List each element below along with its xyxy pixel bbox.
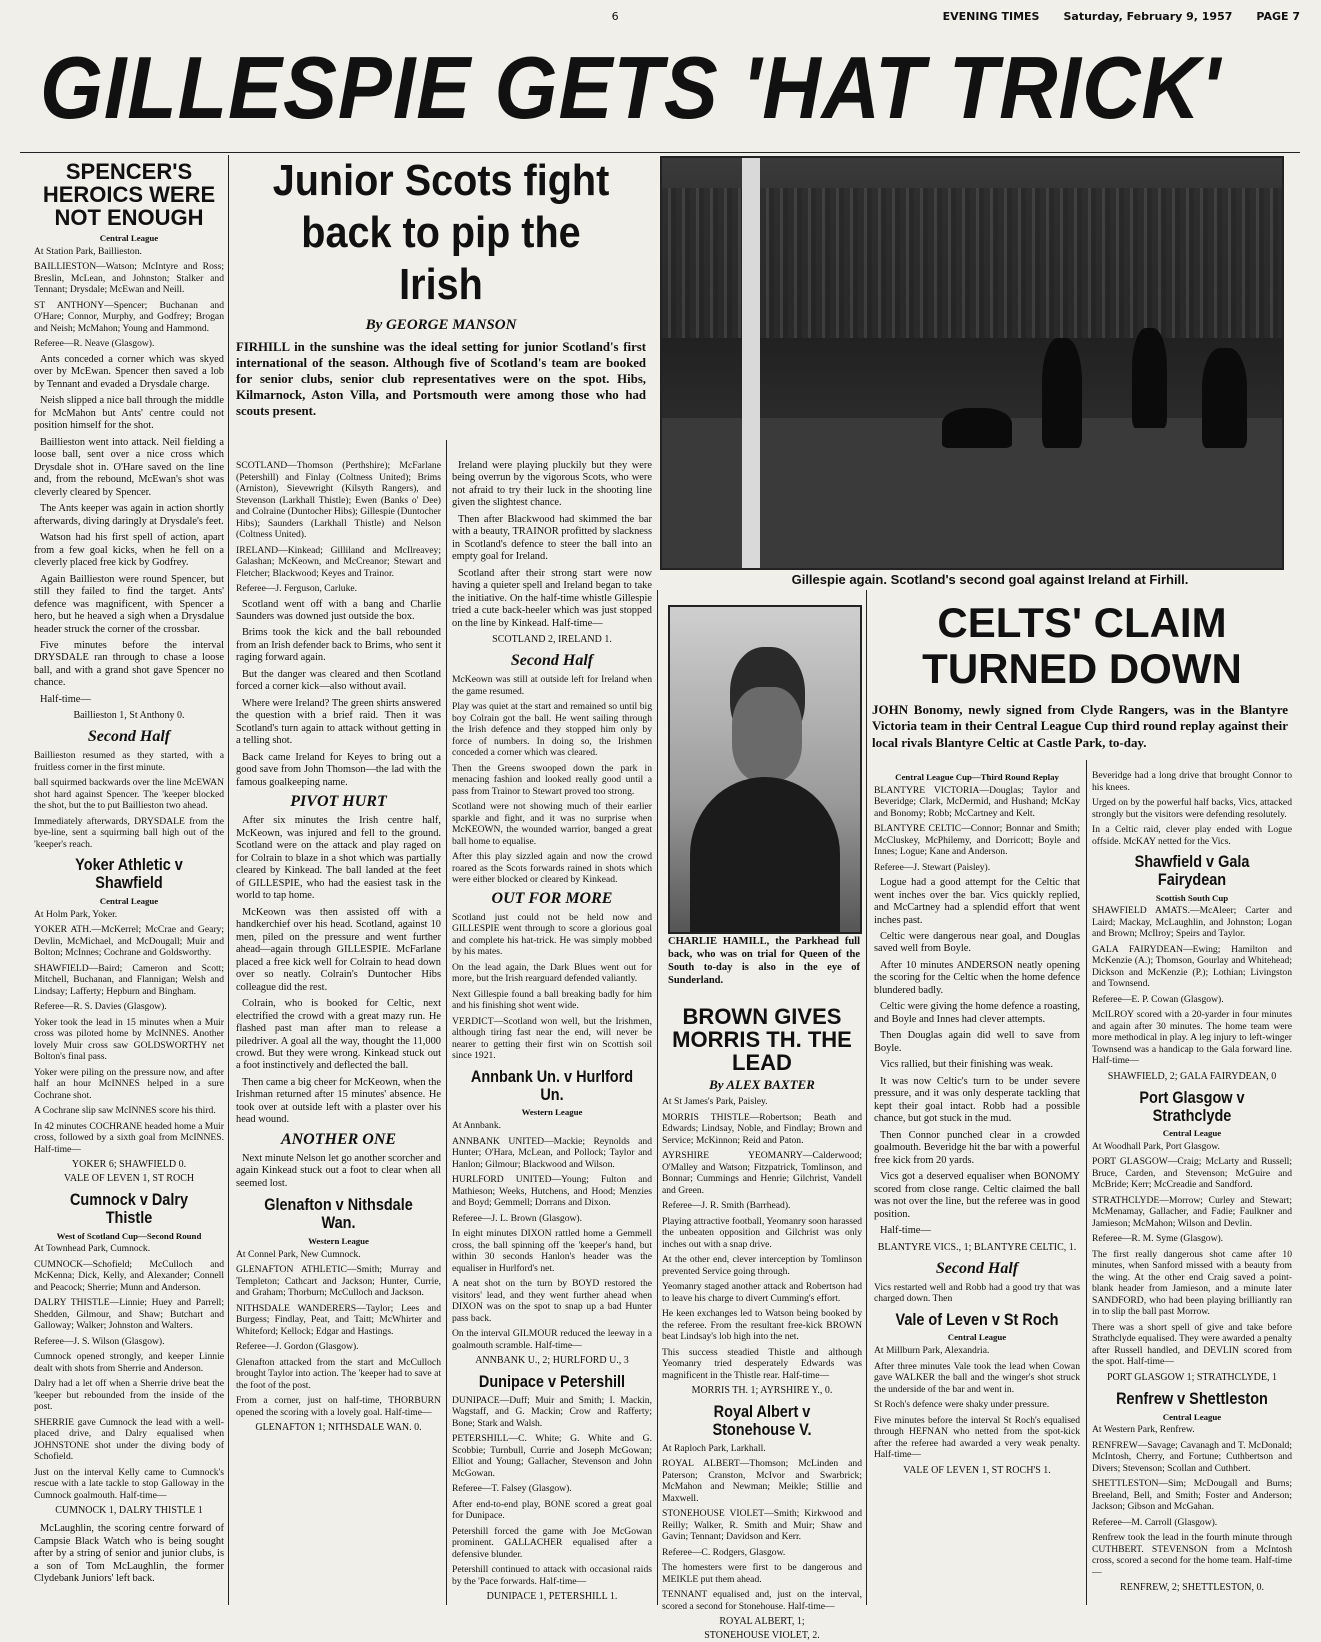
photo-caption: Gillespie again. Scotland's second goal against Ireland at Firhill. [791,572,1189,587]
final-score: RENFREW, 2; SHETTLESTON, 0. [1120,1582,1264,1594]
paragraph: Brims took the kick and the ball rebounded from an Irish defender back to Brims, who sent it raging forward again. [236,627,441,664]
match-photo [660,156,1284,570]
league-name: Central League [1162,1411,1222,1422]
byline: By GEORGE MANSON [365,317,517,333]
paragraph: Vics rallied, but their finishing was weak. [880,1059,1054,1071]
final-score: VALE OF LEVEN 1, ST ROCH [63,1173,195,1185]
paragraph: Scotland after their strong start were now having a quieter spell and Ireland began to take the initiative. On the half-time whistle Gillespie tried a cute back-heeler which was just stopped on the line by Kinkead. Half-time— [452,567,652,629]
lead-story-headline: Junior Scots fight back to pip the Irish [272,156,610,309]
league-name: Central League [99,896,159,907]
paragraph: In a Celtic raid, clever play ended with Logue offside. McKAY netted for the Vics. [1092,824,1292,847]
half-time-score: BLANTYRE VICS., 1; BLANTYRE CELTIC, 1. [877,1241,1077,1253]
match-headline: Glenafton v Nithsdale Wan. [264,1195,413,1233]
lead-text: JOHN Bonomy, newly signed from Clyde Rangers, was in the Blantyre Victoria team in their Central League Cup third round replay against their local rivals Blantyre Celtic at Castle Park, to-day. [872,702,1288,750]
paragraph: Then came a big cheer for McKeown, when the Irishman returned after 15 minutes' absence. He took over at outside left with a plaster over his head wound. [236,1076,441,1126]
paragraph: A Cochrane slip saw McINNES score his third. [34,1105,216,1117]
team-lineup: DUNIPACE—Duff; Muir and Smith; I. Mackin, Wagstaff, and G. Mackin; Crow and Rafferty; Bone; Stark and Walsh. [452,1394,652,1429]
player-silhouette [1202,348,1247,448]
shirt [690,777,840,932]
venue: At Millburn Park, Alexandria. [874,1345,990,1357]
team-lineup: PETERSHILL—C. White; G. White and G. Scobbie; Turnbull, Currie and Joseph McGowan; Elliot and Young; Gallacher, Stevenson and John McGowan. [452,1433,652,1479]
paragraph: Half-time— [40,693,91,705]
paragraph: Watson had his first spell of action, apart from a few goal kicks, when he fell on a cleverly placed free kick by Godfrey. [34,532,224,569]
player-silhouette [942,408,1012,448]
column-6 [1092,770,1292,1600]
paragraph: Again Baillieston were round Spencer, but still they failed to find the target. Ants' defence was magnificent, with Spencer a hero, but he heaved a sigh when a Drysdalue header struck the corner of the crossbar. [34,573,224,635]
column-1 [34,160,224,1600]
player-silhouette [1132,328,1167,428]
final-score: MORRIS TH. 1; AYRSHIRE Y., 0. [691,1385,833,1397]
paragraph: Next Gillespie found a ball breaking badly for him and his finishing shot went wide. [452,988,652,1012]
lead-text: FIRHILL in the sunshine was the ideal setting for junior Scotland's first international of the season. Although five of Scotland's team are booked for senior clubs, senior club representatives were on the spot. Hibs, Kilmarnock, Aston Villa, and Portsmouth were among those who had scouts present. [236,340,646,418]
league-name: Western League [521,1107,583,1118]
final-score: DUNIPACE 1, PETERSHILL 1. [486,1591,618,1603]
final-score: YOKER 6; SHAWFIELD 0. [71,1159,187,1171]
column-2 [236,460,441,1600]
final-score: ROYAL ALBERT, 1; [719,1616,805,1628]
league-name: Central League [947,1332,1007,1343]
paragraph: Playing attractive football, Yeomanry soon harassed the unbeaten opposition and Gilchrist was only inches out with a snap drive. [662,1215,862,1250]
paragraph: Beveridge had a long drive that brought Connor to his knees. [1092,770,1292,793]
paragraph: A neat shot on the turn by BOYD restored the visitors' lead, and they went further ahead when DIXON was on the spot to snap up a bad Hunter pass back. [452,1278,652,1324]
referee: Referee—J. S. Wilson (Glasgow). [34,1335,165,1347]
match-headline: Dunipace v Petershill [478,1372,626,1392]
paragraph: TENNANT equalised and, just on the interval, scored a second for Stonehouse. Half-time— [662,1589,862,1612]
league-name: Central League [1162,1128,1222,1139]
team-lineup: SHETTLESTON—Sim; McDougall and Burns; Breeland, Bell, and Smith; Foster and Anderson; Jackson; Gibson and McGahan. [1092,1478,1292,1513]
referee: Referee—J. Stewart (Paisley). [874,861,991,873]
paragraph: Colrain, who is booked for Celtic, next electrified the crowd with a great mazy run. He flashed past man after man to release a piledriver. A goal all the way, thought the 11,000 crowd. But they were wrong. Kinkead stuck out a foot instinctively and deflected the ball. [236,998,441,1072]
paragraph: Urged on by the powerful half backs, Vics, attacked strongly but the visitors were defending resolutely. [1092,797,1292,820]
divider [1086,760,1087,1605]
column-1-headline: SPENCER'S HEROICS WERE NOT ENOUGH [42,159,216,231]
paragraph: After 10 minutes ANDERSON neatly opening the scoring for the Celtic when the home defence blundered badly. [874,959,1080,996]
referee: Referee—C. Rodgers, Glasgow. [662,1546,786,1558]
paragraph: But the danger was cleared and then Scotland forced a corner kick—also without avail. [236,668,441,693]
paragraph: The homesters were first to be dangerous and MEIKLE put them ahead. [662,1562,862,1585]
team-lineup: BLANTYRE CELTIC—Connor; Bonnar and Smith; McCluskey, McPhilemy, and Dorricott; Boyle and Innes; Logue; Kane and Anderson. [874,823,1080,858]
venue: At Holm Park, Yoker. [34,908,118,920]
paragraph: Scotland went off with a bang and Charlie Saunders was downed just outside the box. [236,598,441,622]
team-lineup: NITHSDALE WANDERERS—Taylor; Lees and Burgess; Findlay, Peat, and Taitt; McWhirter and Whiteford; Kellock; Edgar and Hastings. [236,1302,441,1337]
paragraph: ball squirmed backwards over the line McEWAN shot hard against Spencer. The 'keeper blocked the shot, but the to put Baillieston two ahead. [34,777,224,812]
paragraph: In 42 minutes COCHRANE headed home a Muir cross, followed by a sixth goal from McINNES. Half-time— [34,1120,224,1155]
team-lineup: STRATHCLYDE—Morrow; Curley and Stewart; McMenamay, Gallacher, and Fadie; Faulkner and Jamieson; McMahon; Wilson and Devlin. [1092,1194,1292,1229]
lead-paragraph [236,340,646,420]
paragraph: On the interval GILMOUR reduced the leeway in a goalmouth scramble. Half-time— [452,1328,652,1351]
divider [446,440,447,1605]
team-lineup: DALRY THISTLE—Linnie; Huey and Parrell; Shedden, Gilmour, and Shaw; Butchart and Galloway; Walker; Johnston and Walters. [34,1297,224,1332]
final-score: GLENAFTON 1; NITHSDALE WAN. 0. [255,1422,422,1434]
paragraph: Play was quiet at the start and remained so until big boy Colrain got the ball. He went sailing through the Irish defence and they stopped him only by force of numbers. In doing so, the Irishmen conceded a corner which was cleared. [452,701,652,759]
referee: Referee—J. R. Smith (Barrhead). [662,1200,791,1212]
league-name: Western League [308,1236,369,1247]
final-score: STONEHOUSE VIOLET, 2. [704,1630,820,1642]
portrait-photo [668,605,862,934]
paragraph: Glenafton attacked from the start and McCulloch brought Taylor into action. The 'keeper had to save at the foot of the post. [236,1356,441,1391]
story-headline: BROWN GIVES MORRIS TH. THE LEAD [672,1004,852,1076]
paragraph: Then the Greens swooped down the park in menacing fashion and looked really good until a pass from Trainor to Stewart proved too strong. [452,762,652,797]
paragraph: Yoker took the lead in 15 minutes when a Muir cross was piloted home by McINNES. Another lovely Muir cross saw GOLDSWORTHY net Bolton's final pass. [34,1016,224,1063]
team-lineup: BAILLIESTON—Watson; McIntyre and Ross; Breslin, McLean, and Johnston; Stalker and Tennant; Drysdale; McEwan and Neill. [34,261,224,296]
portrait-caption: CHARLIE HAMILL, the Parkhead full back, who was on trial for Queen of the South to-day is also in the eye of Sunderland. [668,936,860,987]
page-number: PAGE 7 [1256,9,1300,23]
venue: At Annbank. [452,1120,502,1132]
venue: At Woodhall Park, Port Glasgow. [1092,1140,1220,1152]
paragraph: Baillieston went into attack. Neil fielding a loose ball, sent over a nice cross which Drysdale shot in. O'Hare saved on the line and, from the rebound, McEwan's shot was cleverly cleared by Spencer. [34,436,224,498]
league-name: West of Scotland Cup—Second Round [56,1230,202,1241]
subheading: Second Half [935,1259,1019,1277]
paragraph: On the lead again, the Dark Blues went out for more, but the Irish rearguard defended valiantly. [452,961,652,985]
match-headline: Port Glasgow v Strathclyde [1139,1087,1245,1125]
referee: Referee—J. Gordon (Glasgow). [236,1341,359,1353]
team-lineup: AYRSHIRE YEOMANRY—Calderwood; O'Malley and Watson; Fitzpatrick, Tomlinson, and Bonnar; Cummings and Henrie; Gilchrist, Vandell and Green. [662,1150,862,1196]
venue: At Townhead Park, Cumnock. [34,1243,151,1255]
paper-name: EVENING TIMES [942,9,1040,23]
issue-date: Saturday, February 9, 1957 [1063,9,1233,23]
venue: At St James's Park, Paisley. [662,1096,768,1108]
paragraph: Yoker were piling on the pressure now, and after half an hour McINNES helped in a sure Cochrane shot. [34,1066,224,1101]
main-headline: GILLESPIE GETS 'HAT TRICK' [40,38,1221,137]
venue: At Raploch Park, Larkhall. [662,1442,766,1454]
paragraph: Scotland just could not be held now and GILLESPIE went through to score a glorious goal and complete his hat-trick. He was simply mobbed by his mates. [452,911,652,958]
match-headline: Annbank Un. v Hurlford Un. [470,1066,634,1104]
paragraph: Petershill continued to attack with occasional raids by the 'Pace forwards. Half-time— [452,1564,652,1587]
final-score: VALE OF LEVEN 1, ST ROCH'S 1. [903,1464,1051,1476]
goalpost [742,158,760,568]
team-lineup: GLENAFTON ATHLETIC—Smith; Murray and Templeton; Cathcart and Jackson; Hunter, Currie, and Graham; Thorburn; McCulloch and Jackson. [236,1264,441,1299]
divider [657,590,658,1605]
paragraph: McLaughlin, the scoring centre forward of Campsie Black Watch who is being sought after by a string of senior and junior clubs, is a son of Tom McLaughlin, the former Clydebank Juniors' left back. [34,1523,224,1585]
referee: Referee—J. Ferguson, Carluke. [236,583,358,594]
paragraph: Renfrew took the lead in the fourth minute through CUTHBERT. STEVENSON from a McIntosh cross, scored a second for the home team. Half-time— [1092,1532,1292,1578]
paragraph: Scotland were not showing much of their earlier sparkle and fight, and it was no surprise when McKEOWN, the wounded warrior, banged a great ball home to equalise. [452,801,652,847]
paragraph: SHERRIE gave Cumnock the lead with a well-placed drive, and Dalry equalised when JOHNSTONE shot under the diving body of Schofield. [34,1416,224,1463]
paragraph: Cumnock opened strongly, and keeper Linnie dealt with shots from Sherrie and Anderson. [34,1351,224,1374]
celts-lead [872,702,1288,760]
paragraph: McKeown was then assisted off with a handkerchief over his head. Scotland, against 10 men, piled on the pressure and went further ahead—again through GILLESPIE. McFarlane placed a free kick well for Colrain to head down over so neatly. Colrain's Duntocher Hibs colleague did the rest. [236,906,441,993]
paragraph: Half-time— [880,1225,931,1237]
team-lineup: ROYAL ALBERT—Thomson; McLinden and Paterson; Cranston, McIvor and Swarbrick; McMahon and Newman; Meikle; Stillie and Maxwell. [662,1458,862,1504]
final-score: PORT GLASGOW 1; STRATHCLYDE, 1 [1107,1371,1277,1383]
team-lineup: SCOTLAND—Thomson (Perthshire); McFarlane (Petershill) and Finlay (Coltness United); Brims (Arniston), Sievewright (Kilsyth Rangers), and Stevenson (Larkhall Thistle); Ewen (Banks o' Dee) and Colraine (Duntocher Hibs); Gillespie (Duntocher Hibs); Saunders (Larkhall Thistle) and Nelson (Coltness United). [236,460,441,540]
column-3 [452,460,652,1603]
paragraph: Where were Ireland? The green shirts answered the question with a brief raid. Then it was Scotland's turn again to attack without getting in a telling shot. [236,697,441,747]
team-lineup: GALA FAIRYDEAN—Ewing; Hamilton and McKenzie (A.); Thomson, Gourlay and Whitehead; Dickson and McKenzie (P.); Lothian; Livingston and Townsend. [1092,943,1292,990]
paragraph: In eight minutes DIXON rattled home a Gemmell cross, the ball spinning off the 'keeper's hand, but within 30 seconds Hanlon's header was the equaliser in Hurlford's net. [452,1228,652,1274]
half-time-score: Baillieston 1, St Anthony 0. [73,710,185,722]
paragraph: After six minutes the Irish centre half, McKeown, was injured and fell to the ground. Scotland were on the attack and play raged on for Colrain to blaze in a shot which was partially cleared by Kinkead. The ball landed at the feet of GILLESPIE, who had the easiest task in the world to tap home. [236,815,441,902]
paragraph: Then after Blackwood had skimmed the bar with a beauty, TRAINOR profitted by slackness in Scotland's defence to steer the ball into an empty goal for Ireland. [452,513,652,563]
paragraph: Five minutes before the interval St Roch's equalised through HEFNAN who netted from the spot-kick after the referee had awarded a very weak penalty. Half-time— [874,1414,1080,1461]
subheading: Second Half [87,728,171,746]
divider [228,155,229,1605]
paragraph: Back came Ireland for Keyes to bring out a good save from John Thomson—the lad with the famous goalkeeping name. [236,751,441,788]
paragraph: At the other end, clever interception by Tomlinson prevented Service going through. [662,1254,862,1277]
paragraph: McILROY scored with a 20-yarder in four minutes and again after 30 minutes. The home team were more methodical in play. A leg injury to left-winger Townsend was a handicap to the Gala forward line. Half-time— [1092,1009,1292,1067]
match-headline: Cumnock v Dalry Thistle [69,1190,189,1227]
match-headline: Renfrew v Shettleston [1116,1388,1268,1408]
paragraph: He keen exchanges led to Watson being booked by the referee. From the resultant free-kick BROWN beat Lindsay's lob high into the net. [662,1308,862,1343]
divider [20,152,1300,153]
paragraph: Immediately afterwards, DRYSDALE from the bye-line, sent a squirming ball high out of the 'keeper's reach. [34,815,224,850]
lead-story-header [236,155,646,445]
paragraph: Yeomanry staged another attack and Robertson had to leave his charge to divert Cumming's effort. [662,1281,862,1304]
paragraph: St Roch's defence were shaky under pressure. [874,1399,1050,1411]
paragraph: Baillieston resumed as they started, with a fruitless corner in the first minute. [34,750,224,773]
team-lineup: HURLFORD UNITED—Young; Fulton and Mathieson; Weeks, Hutchens, and Hood; Menzies and Boyd; Gemmell; Dorrans and Dixon. [452,1174,652,1209]
paragraph: Logue had a good attempt for the Celtic that went inches over the bar. Vics quickly replied, and McCartney had a splendid effort that went inches past. [874,877,1080,926]
match-headline: Vale of Leven v St Roch [895,1309,1059,1329]
subheading: OUT FOR MORE [491,889,613,907]
final-score: ANNBANK U., 2; HURLFORD U., 3 [475,1355,629,1367]
paragraph: Then Douglas again did well to save from Boyle. [874,1030,1080,1054]
referee: Referee—J. L. Brown (Glasgow). [452,1212,583,1224]
celts-header [872,600,1292,700]
paragraph: After three minutes Vale took the lead when Cowan gave WALKER the ball and the winger's shot struck the underside of the bar and went in. [874,1360,1080,1395]
venue: At Station Park, Baillieston. [34,245,142,257]
paragraph: VERDICT—Scotland won well, but the Irishmen, although tiring fast near the end, will never be nearer to getting their first win on Scottish soil since 1921. [452,1015,652,1062]
team-lineup: RENFREW—Savage; Cavanagh and T. McDonald; McIntosh, Cherry, and Fortune; Cuthbertson and Divers; Stevenson; Scollan and Cuthbert. [1092,1439,1292,1474]
column-5 [874,770,1080,1600]
subheading: Second Half [510,652,594,670]
paragraph: Ireland were playing pluckily but they were being overrun by the vigorous Scots, who were not afraid to try their luck in the shooting line given the slightest chance. [452,460,652,509]
divider [866,590,867,1605]
paragraph: This success steadied Thistle and although Yeomanry tried desperately Edwards was magnificent in the Thistle rear. Half-time— [662,1346,862,1381]
half-time-score: SCOTLAND 2, IRELAND 1. [492,634,612,646]
referee: Referee—M. Carroll (Glasgow). [1092,1516,1218,1528]
paragraph: Five minutes before the interval DRYSDALE ran through to chase a loose ball, and with a grand shot gave Spencer no chance. [34,640,224,689]
team-lineup: SHAWFIELD AMATS.—McAleer; Carter and Laird; Mackay, McLaughlin, and Johnston; Logan and Brown; McIlroy; Speirs and Taylor. [1092,905,1292,940]
referee: Referee—T. Falsey (Glasgow). [452,1483,572,1495]
face [732,687,802,782]
league-name: Central League Cup—Third Round Replay [895,772,1059,782]
page-number-left: 6 [611,9,619,23]
team-lineup: CUMNOCK—Schofield; McCulloch and McKenna; Dick, Kelly, and Alexander; Connell and Peacock; Sherrie; Munn and Anderson. [34,1258,224,1293]
team-lineup: SHAWFIELD—Baird; Cameron and Scott; Mitchell, Buchanan, and Flannigan; Welsh and Lindsay; Lafferty; Hepburn and Bingham. [34,962,224,997]
league-name: Scottish South Cup [1155,892,1229,903]
venue: At Connel Park, New Cumnock. [236,1248,361,1260]
final-score: SHAWFIELD, 2; GALA FAIRYDEAN, 0 [1107,1070,1277,1082]
paragraph: Petershill forced the game with Joe McGowan prominent. GALLACHER equalised after a defensive blunder. [452,1525,652,1560]
match-headline: Royal Albert v Stonehouse V. [712,1402,812,1440]
paragraph: After end-to-end play, BONE scored a great goal for Dunipace. [452,1498,652,1522]
team-lineup: BLANTYRE VICTORIA—Douglas; Taylor and Beveridge; Clark, McDermid, and Hushand; McKay and Bonomy; Robb; McCartney and Kelt. [874,784,1080,819]
team-lineup: IRELAND—Kinkead; Gilliland and McIlreavey; Galashan; McKeown, and McCreanor; Stewart and Fletcher; Blackwood; Keyes and Trainor. [236,544,441,579]
team-lineup: PORT GLASGOW—Craig; McLarty and Russell; Bruce, Carden, and Stevenson; McGuire and McBride; Kerr; McCreadie and Sandford. [1092,1156,1292,1191]
paragraph: Neish slipped a nice ball through the middle for McMahon but Ants' centre could not position himself for the shot. [34,395,224,432]
paragraph: After this play sizzled again and now the crowd roared as the Scots forwards rained in shots which were either blocked or cleared by Kinkead. [452,851,652,886]
byline: By ALEX BAXTER [709,1077,815,1093]
column-4 [662,1004,862,1642]
venue: At Western Park, Renfrew. [1092,1424,1195,1436]
referee: Referee—R. Neave (Glasgow). [34,338,155,350]
paragraph: Celtic were giving the home defence a roasting, and Boyle and Innes had clever attempts. [874,1001,1080,1025]
masthead [560,2,1300,30]
referee: Referee—R. S. Davies (Glasgow). [34,1001,167,1013]
player-silhouette [1042,338,1082,448]
team-lineup: STONEHOUSE VIOLET—Smith; Kirkwood and Reilly; Walker, R. Smith and Muir; Shaw and Gavin; Tennant; Davidson and Kerr. [662,1508,862,1543]
paragraph: It was now Celtic's turn to be under severe pressure, and it was only desperate tackling that kept their goal intact. Robb had a possible chance, but got stuck in the mud. [874,1075,1080,1125]
story-headline: CELTS' CLAIM TURNED DOWN [922,599,1242,692]
team-lineup: YOKER ATH.—McKerrel; McCrae and Geary; Devlin, McMichael, and McDougall; Muir and Bolton; McInnes; Cochrane and Goldsworthy. [34,924,224,959]
paragraph: Dalry had a let off when a Sherrie drive beat the 'keeper but rebounded from the inside of the post. [34,1378,224,1413]
paragraph: Celtic were dangerous near goal, and Douglas saved well from Boyle. [874,930,1080,955]
match-headline: Shawfield v Gala Fairydean [1134,852,1250,889]
final-score: CUMNOCK 1, DALRY THISTLE 1 [55,1505,203,1517]
paragraph: Just on the interval Kelly came to Cumnock's rescue with a late tackle to stop Galloway in the Cumnock goalmouth. Half-time— [34,1466,224,1501]
match-headline: Yoker Athletic v Shawfield [75,855,183,893]
paragraph: Ants conceded a corner which was skyed over by McEwan. Spencer then saved a lob by Tennant and evaded a Drysdale charge. [34,353,224,390]
referee: Referee—E. P. Cowan (Glasgow). [1092,993,1224,1005]
paragraph: Vics got a deserved equaliser when BONOMY scored from close range. Celtic claimed the ball was not over the line, but the referee was in good position. [874,1171,1080,1220]
paragraph: The first really dangerous shot came after 10 minutes, when Sanford missed with a beauty from the wing. At the other end Craig saved a point-blank header from Jamieson, and a minute later SANDFORD, who had been playing brilliantly ran in to slip the ball past Morrow. [1092,1248,1292,1318]
team-lineup: ST ANTHONY—Spencer; Buchanan and O'Hare; Connor, Murphy, and Godfrey; Brogan and Neish; McMahon; Young and Hammond. [34,299,224,334]
subheading: PIVOT HURT [290,793,387,811]
paragraph: From a corner, just on half-time, THORBURN opened the scoring with a lovely goal. Half-time— [236,1395,441,1418]
team-lineup: MORRIS THISTLE—Robertson; Beath and Edwards; Lindsay, Noble, and Findlay; Brown and Service; McKinnon; Reid and Paton. [662,1111,862,1146]
subheading: ANOTHER ONE [280,1130,397,1148]
team-lineup: ANNBANK UNITED—Mackie; Reynolds and Hunter; O'Hara, McLean, and Pollock; Taylor and Hanlon; Gilmour; Blackwood and Wilson. [452,1135,652,1170]
paragraph: Vics restarted well and Robb had a good try that was charged down. Then [874,1281,1080,1305]
paragraph: There was a short spell of give and take before Strathclyde equalised. They were awarded a penalty after Russell handled, and DEVLIN scored from the spot. Half-time— [1092,1321,1292,1368]
paragraph: McKeown was still at outside left for Ireland when the game resumed. [452,674,652,697]
league-name: Central League [99,233,159,244]
paragraph: Then Connor punched clear in a crowded goalmouth. Beveridge hit the bar with a powerful free kick from 20 yards. [874,1129,1080,1166]
paragraph: Next minute Nelson let go another scorcher and again Kinkead stuck out a foot to clear when all seemed lost. [236,1152,441,1189]
paragraph: The Ants keeper was again in action shortly afterwards, diving daringly at Drysdale's feet. [34,503,224,527]
referee: Referee—R. M. Syme (Glasgow). [1092,1233,1224,1245]
